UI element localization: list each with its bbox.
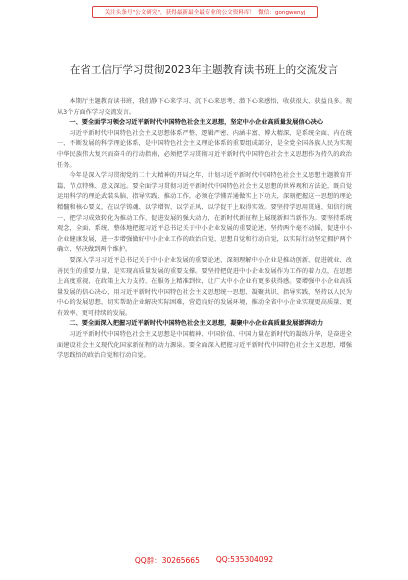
body-paragraph: 习近平新时代中国特色社会主义思想是中国精神、中国价值、中国力量在新时代的凝练升华，是奋进全面建设社会主义现代化国家新征程的动力源泉。要全面深入把握习近平新时代中国特色社会主义思想，增强学思践悟的政治自觉和行动自觉。	[57, 331, 352, 360]
footer-contact	[0, 555, 408, 566]
intro-paragraph: 本期厅主题教育读书班，我们静下心来学习、沉下心来思考、潜下心来感悟，收获很大、获益良多。现从3个方面作学习交流发言。	[57, 98, 352, 116]
qq-text: QQ:535304092	[215, 555, 274, 564]
promo-wechat: 微信：gongwenyj	[258, 10, 306, 16]
qq-group-text: QQ群：30265665	[134, 556, 200, 565]
body-paragraph: 习近平新时代中国特色社会主义思想体系严整、逻辑严密、内涵丰富、博大精深，是系统全面、内在统一、不断发展的科学理论体系，是中国特色社会主义理论体系的重要组成部分，是全党全国各族人民为实现中华民族伟大复兴而奋斗的行动指南，必须把学习贯彻习近平新时代中国特色社会主义思想作为持久的政治任务。	[57, 129, 352, 169]
section-heading-2: 二、要全面深入把握习近平新时代中国特色社会主义思想，凝聚中小企业高质量发展澎湃动力	[69, 320, 324, 328]
body-paragraph: 今年是深入学习贯彻党的二十大精神的开局之年，计划习近平新时代中国特色社会主义思想主题教育开篇，节点特殊、意义深远。要全面学习贯彻习近平新时代中国特色社会主义思想的世界观和方法论，既自觉运用科学的理论武装头脑、指导实践、推动工作，必须在学懂弄通做实上下功夫，深刻把握这一思想的理论精髓和核心要义，在以学铸魂、以学增智、以学正风、以学促干上取得实效。要坚持学思用贯通、知信行统一，把学习成效转化为推动工作、促进发展的强大动力，在新时代新征程上展现新担当新作为。要坚持系统观念，全面、系统、整体地把握习近平总书记关于中小企业发展的重要论述，坚持两个毫不动摇，促进中小企业健康发展，进一步增强做好中小企业工作的政治自觉、思想自觉和行动自觉，以实际行动坚定拥护两个确立、坚决做到两个维护。	[57, 172, 352, 254]
promo-text: 关注头条号"公文研究"，获得最新最全最专业的公文资料库！	[104, 10, 256, 16]
promo-banner	[92, 6, 318, 18]
document-title: 在省工信厅学习贯彻2023年主题教育读书班上的交流发言	[69, 64, 339, 76]
section-heading-1: 一、要全面学习领会习近平新时代中国特色社会主义思想，坚定中小企业高质量发展信心决心	[69, 119, 324, 127]
document-body	[57, 97, 352, 362]
body-paragraph: 要深入学习习近平总书记关于中小企业发展的重要论述，深刻理解中小企业是推动创新、促进就业、改善民生的重要力量，是实现高质量发展的重要支撑。要坚持把促进中小企业发展作为工作的着力点，在思想上高度重视、在政策上大力支持、在服务上精准到位，让广大中小企业有更多获得感。要增强中小企业高质量发展的信心决心，用习近平新时代中国特色社会主义思想统一思想、凝聚共识、指导实践，坚持以人民为中心的发展思想，切实帮助企业解决实际困难，营造良好的发展环境，推动全省中小企业实现更高质量、更有效率、更可持续的发展。	[57, 256, 352, 317]
